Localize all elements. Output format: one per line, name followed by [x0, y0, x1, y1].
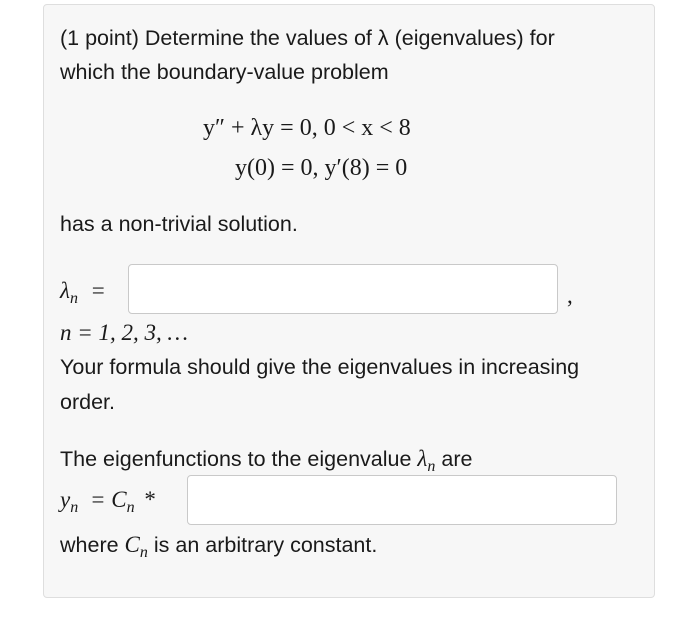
intro-lambda-subscript: n	[427, 458, 436, 475]
equals-sign: =	[91, 278, 105, 303]
ordering-note-line-1: Your formula should give the eigenvalues in increasing	[60, 355, 580, 379]
where-post: is an arbitrary constant.	[153, 533, 378, 557]
lambda-symbol: λ	[60, 278, 70, 303]
differential-equation: y″ + λy = 0, 0 < x < 8	[203, 115, 411, 141]
problem-text-line-1: (1 point) Determine the values of λ (eigenvalues) for	[60, 26, 555, 50]
where-text	[60, 532, 377, 566]
y-subscript: n	[70, 499, 79, 516]
trailing-comma: ,	[567, 283, 573, 308]
eigenfunction-intro-text: The eigenfunctions to the eigenvalue	[60, 447, 412, 471]
eigenfunction-input[interactable]	[187, 475, 617, 525]
c-subscript: n	[126, 499, 135, 516]
where-pre: where	[60, 533, 119, 557]
yn-label	[60, 487, 156, 521]
asterisk: *	[144, 487, 156, 512]
where-c-symbol: C	[124, 532, 140, 557]
intro-lambda-symbol: λ	[417, 446, 428, 471]
nontrivial-text: has a non-trivial solution.	[60, 212, 298, 236]
y-symbol: y	[60, 487, 71, 512]
eigenvalue-input[interactable]	[128, 264, 558, 314]
ordering-note-line-2: order.	[60, 390, 115, 414]
equals-c: = C	[89, 487, 127, 512]
problem-text-line-2: which the boundary-value problem	[60, 60, 389, 84]
lambda-subscript: n	[69, 290, 78, 307]
boundary-conditions: y(0) = 0, y′(8) = 0	[235, 155, 408, 181]
where-c-subscript: n	[139, 544, 148, 561]
eigenfunction-intro-tail: are	[441, 447, 473, 471]
n-range: n = 1, 2, 3, …	[60, 320, 188, 345]
lambda-n-label	[60, 278, 105, 312]
